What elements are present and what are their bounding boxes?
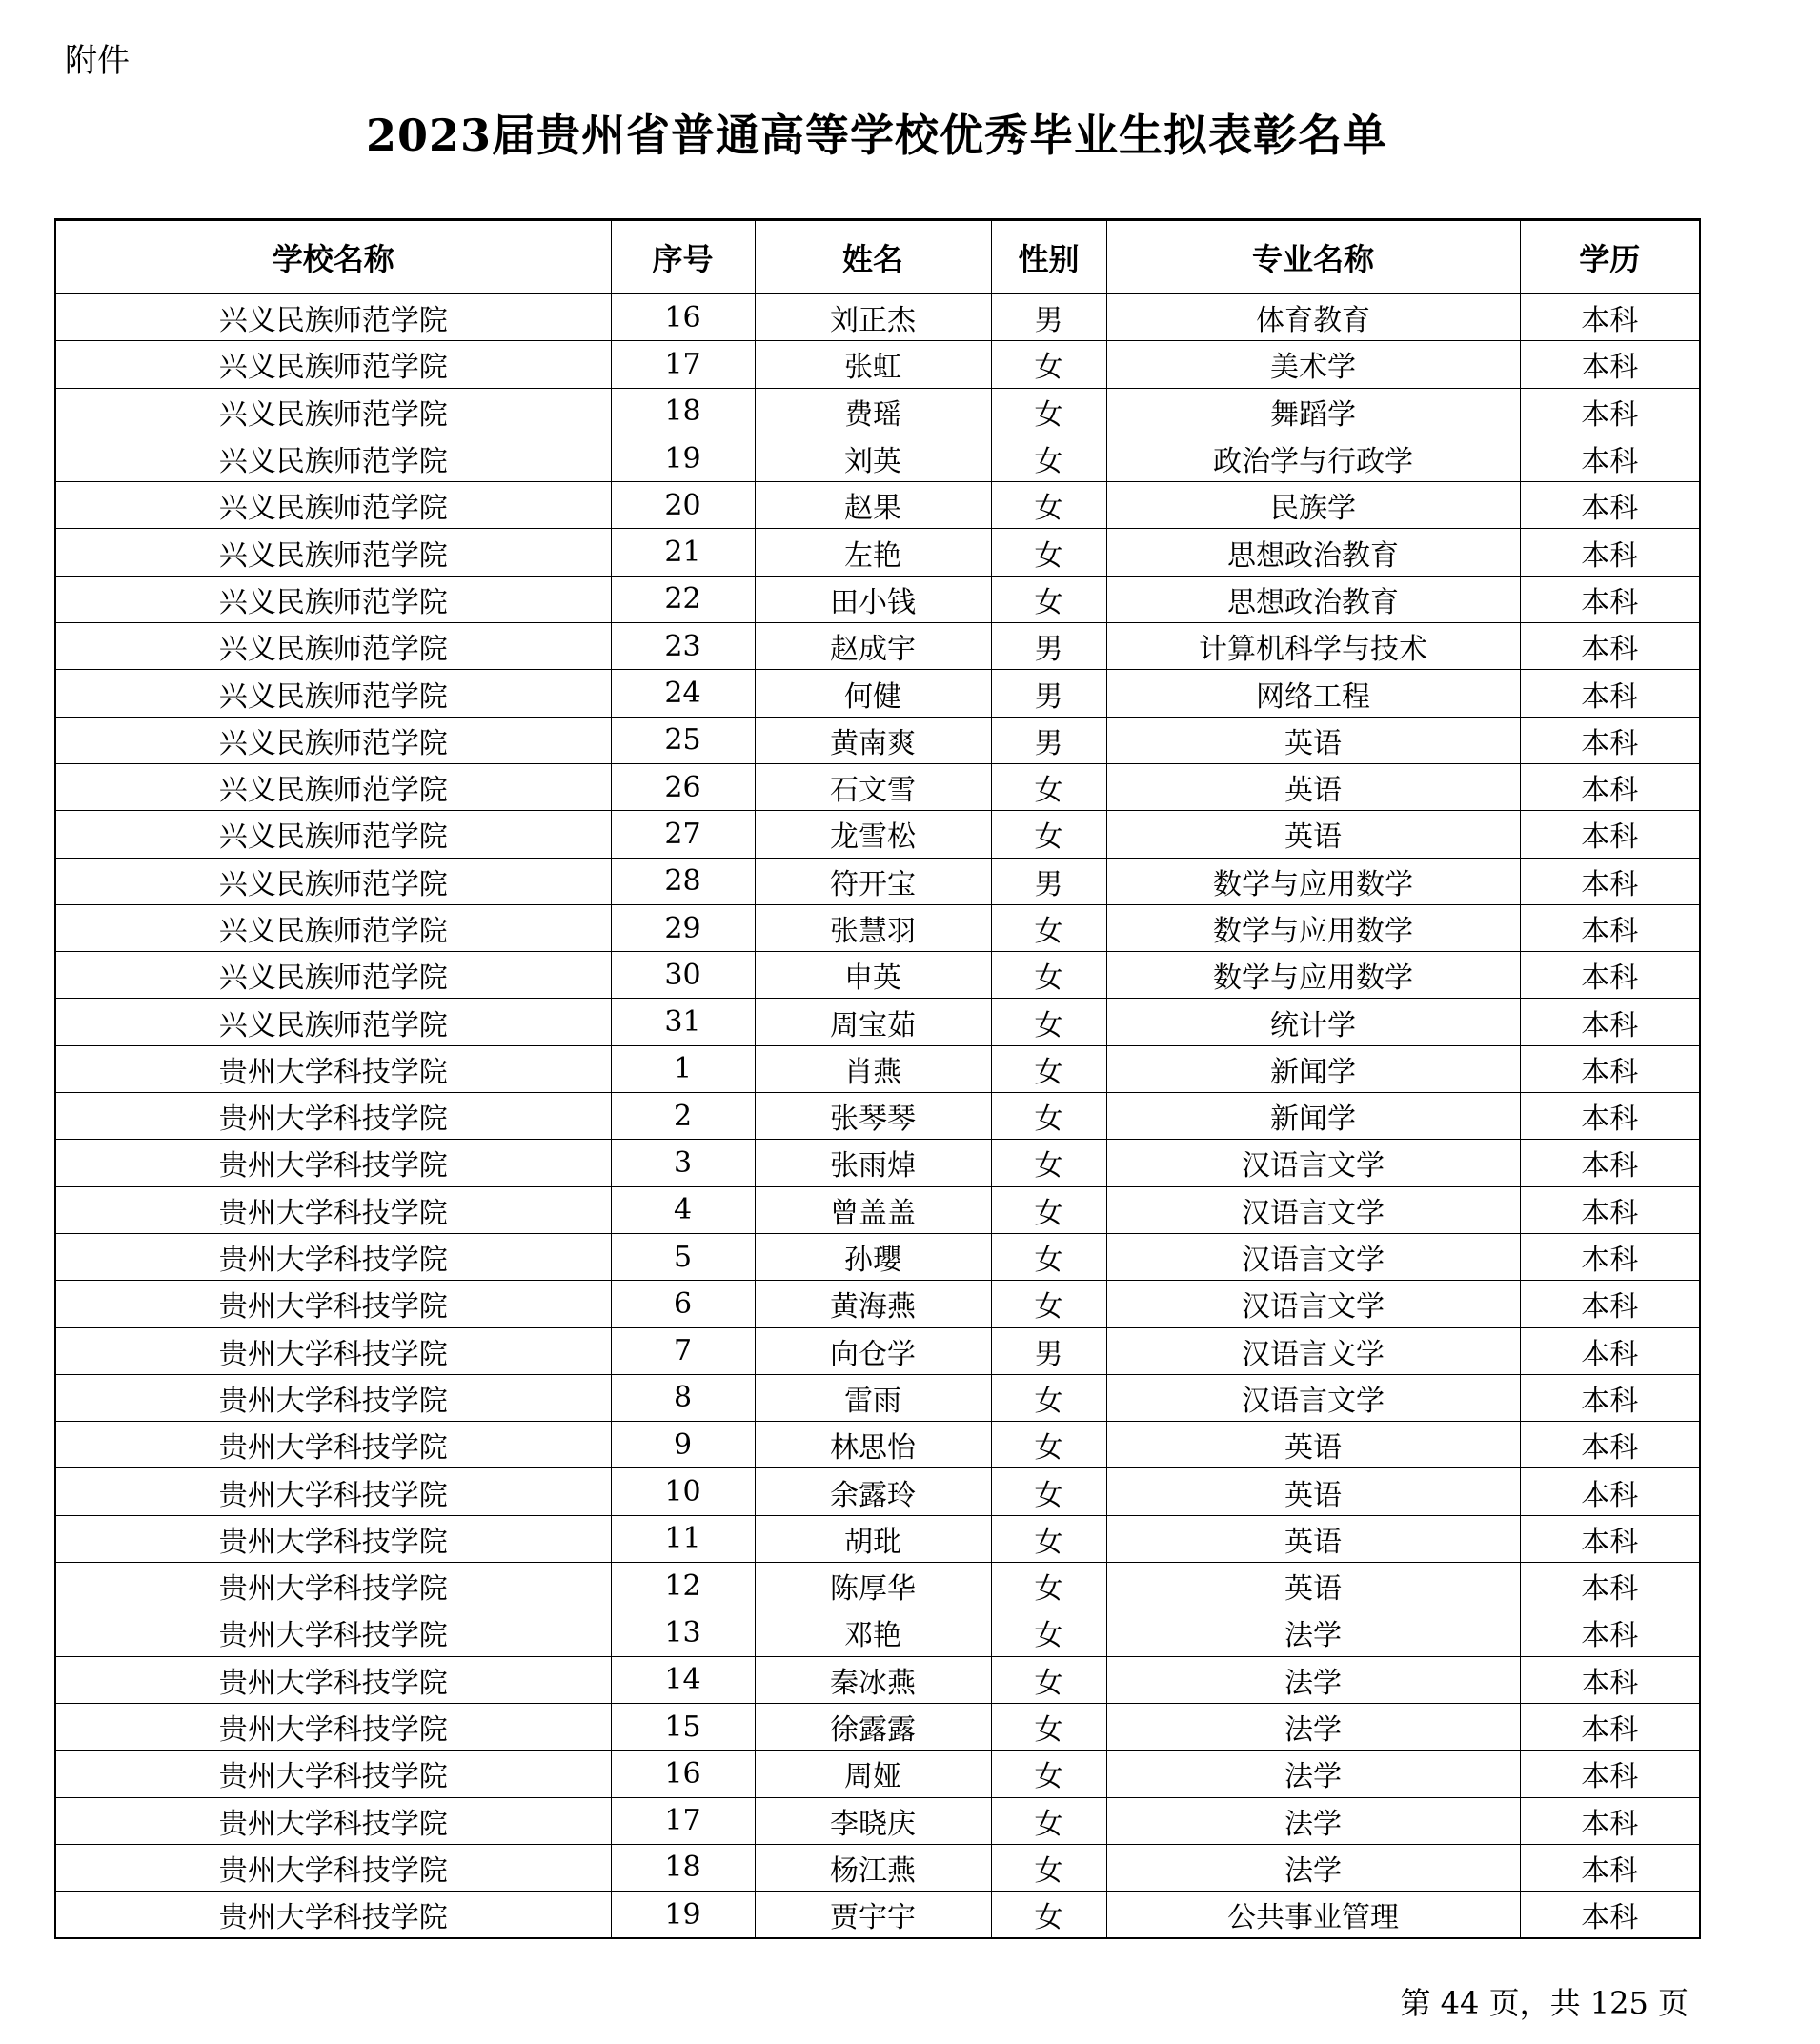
cell-school-name: 兴义民族师范学院 (55, 999, 611, 1045)
cell-school-name: 贵州大学科技学院 (55, 1327, 611, 1374)
cell-major-name: 法学 (1106, 1844, 1520, 1891)
cell-student-name: 周宝茹 (755, 999, 991, 1045)
cell-serial-number: 20 (611, 482, 755, 529)
cell-student-name: 周娅 (755, 1751, 991, 1797)
cell-gender: 女 (991, 1703, 1106, 1750)
cell-serial-number: 3 (611, 1140, 755, 1186)
table-row (55, 858, 1700, 904)
cell-school-name: 贵州大学科技学院 (55, 1892, 611, 1939)
cell-serial-number: 1 (611, 1045, 755, 1092)
cell-major-name: 英语 (1106, 811, 1520, 858)
cell-school-name: 贵州大学科技学院 (55, 1797, 611, 1844)
table-row (55, 1892, 1700, 1939)
table-row (55, 1844, 1700, 1891)
cell-school-name: 兴义民族师范学院 (55, 763, 611, 810)
table-row (55, 1656, 1700, 1703)
cell-degree: 本科 (1520, 1093, 1700, 1140)
cell-gender: 女 (991, 1844, 1106, 1891)
cell-degree: 本科 (1520, 435, 1700, 481)
cell-major-name: 法学 (1106, 1797, 1520, 1844)
cell-major-name: 政治学与行政学 (1106, 435, 1520, 481)
cell-major-name: 英语 (1106, 763, 1520, 810)
cell-degree: 本科 (1520, 1327, 1700, 1374)
cell-school-name: 贵州大学科技学院 (55, 1656, 611, 1703)
cell-major-name: 英语 (1106, 1563, 1520, 1609)
cell-serial-number: 24 (611, 670, 755, 717)
cell-school-name: 贵州大学科技学院 (55, 1515, 611, 1562)
cell-serial-number: 18 (611, 388, 755, 435)
cell-school-name: 贵州大学科技学院 (55, 1609, 611, 1656)
table-row (55, 1703, 1700, 1750)
honoree-table (54, 218, 1701, 1939)
cell-degree: 本科 (1520, 1656, 1700, 1703)
cell-student-name: 陈厚华 (755, 1563, 991, 1609)
cell-gender: 女 (991, 341, 1106, 388)
cell-school-name: 兴义民族师范学院 (55, 623, 611, 670)
cell-student-name: 左艳 (755, 529, 991, 576)
cell-gender: 女 (991, 1422, 1106, 1468)
table-row (55, 1327, 1700, 1374)
cell-student-name: 孙瓔 (755, 1233, 991, 1280)
cell-school-name: 兴义民族师范学院 (55, 293, 611, 341)
cell-serial-number: 27 (611, 811, 755, 858)
cell-student-name: 肖燕 (755, 1045, 991, 1092)
cell-student-name: 邓艳 (755, 1609, 991, 1656)
cell-gender: 女 (991, 1656, 1106, 1703)
cell-major-name: 统计学 (1106, 999, 1520, 1045)
cell-major-name: 网络工程 (1106, 670, 1520, 717)
table-body (55, 293, 1700, 1938)
cell-gender: 女 (991, 1374, 1106, 1421)
cell-gender: 女 (991, 1468, 1106, 1515)
cell-student-name: 杨江燕 (755, 1844, 991, 1891)
cell-major-name: 计算机科学与技术 (1106, 623, 1520, 670)
table-row (55, 670, 1700, 717)
cell-student-name: 费瑶 (755, 388, 991, 435)
cell-serial-number: 6 (611, 1281, 755, 1327)
cell-major-name: 汉语言文学 (1106, 1374, 1520, 1421)
column-header-serial-number: 序号 (611, 220, 755, 294)
table-row (55, 1751, 1700, 1797)
cell-major-name: 民族学 (1106, 482, 1520, 529)
cell-student-name: 徐露露 (755, 1703, 991, 1750)
cell-major-name: 汉语言文学 (1106, 1327, 1520, 1374)
cell-gender: 女 (991, 1797, 1106, 1844)
cell-serial-number: 31 (611, 999, 755, 1045)
cell-major-name: 思想政治教育 (1106, 576, 1520, 622)
cell-major-name: 英语 (1106, 717, 1520, 763)
cell-major-name: 英语 (1106, 1468, 1520, 1515)
cell-serial-number: 17 (611, 341, 755, 388)
cell-student-name: 雷雨 (755, 1374, 991, 1421)
cell-degree: 本科 (1520, 1515, 1700, 1562)
cell-school-name: 兴义民族师范学院 (55, 576, 611, 622)
cell-student-name: 何健 (755, 670, 991, 717)
cell-serial-number: 18 (611, 1844, 755, 1891)
cell-degree: 本科 (1520, 576, 1700, 622)
table-row (55, 1468, 1700, 1515)
cell-gender: 女 (991, 435, 1106, 481)
cell-degree: 本科 (1520, 1892, 1700, 1939)
table-row (55, 1797, 1700, 1844)
cell-major-name: 法学 (1106, 1751, 1520, 1797)
cell-serial-number: 4 (611, 1186, 755, 1233)
cell-gender: 女 (991, 529, 1106, 576)
cell-school-name: 贵州大学科技学院 (55, 1281, 611, 1327)
cell-gender: 女 (991, 1093, 1106, 1140)
cell-serial-number: 16 (611, 293, 755, 341)
cell-degree: 本科 (1520, 670, 1700, 717)
cell-student-name: 张雨焯 (755, 1140, 991, 1186)
table-row (55, 1140, 1700, 1186)
cell-major-name: 体育教育 (1106, 293, 1520, 341)
cell-gender: 女 (991, 1609, 1106, 1656)
cell-school-name: 贵州大学科技学院 (55, 1186, 611, 1233)
cell-major-name: 数学与应用数学 (1106, 904, 1520, 951)
cell-student-name: 曾盖盖 (755, 1186, 991, 1233)
table-row (55, 1374, 1700, 1421)
cell-serial-number: 16 (611, 1751, 755, 1797)
cell-student-name: 刘英 (755, 435, 991, 481)
table-row (55, 576, 1700, 622)
cell-gender: 女 (991, 999, 1106, 1045)
cell-school-name: 贵州大学科技学院 (55, 1045, 611, 1092)
table-row (55, 1045, 1700, 1092)
cell-gender: 男 (991, 858, 1106, 904)
cell-school-name: 兴义民族师范学院 (55, 811, 611, 858)
cell-serial-number: 19 (611, 435, 755, 481)
cell-student-name: 胡玭 (755, 1515, 991, 1562)
cell-serial-number: 29 (611, 904, 755, 951)
cell-degree: 本科 (1520, 1140, 1700, 1186)
table-row (55, 1093, 1700, 1140)
cell-serial-number: 11 (611, 1515, 755, 1562)
cell-gender: 女 (991, 952, 1106, 999)
table-row (55, 763, 1700, 810)
table-row (55, 388, 1700, 435)
document-title: 2023届贵州省普通高等学校优秀毕业生拟表彰名单 (365, 110, 1388, 161)
cell-gender: 女 (991, 388, 1106, 435)
cell-degree: 本科 (1520, 388, 1700, 435)
cell-degree: 本科 (1520, 1797, 1700, 1844)
cell-gender: 男 (991, 623, 1106, 670)
table-row (55, 623, 1700, 670)
cell-gender: 女 (991, 1515, 1106, 1562)
cell-school-name: 兴义民族师范学院 (55, 388, 611, 435)
table-row (55, 435, 1700, 481)
column-header-degree: 学历 (1520, 220, 1700, 294)
cell-gender: 男 (991, 293, 1106, 341)
cell-major-name: 数学与应用数学 (1106, 952, 1520, 999)
cell-degree: 本科 (1520, 1233, 1700, 1280)
cell-degree: 本科 (1520, 717, 1700, 763)
cell-major-name: 新闻学 (1106, 1045, 1520, 1092)
cell-student-name: 龙雪松 (755, 811, 991, 858)
table-row (55, 293, 1700, 341)
table-row (55, 904, 1700, 951)
cell-gender: 女 (991, 1045, 1106, 1092)
cell-school-name: 贵州大学科技学院 (55, 1422, 611, 1468)
table-header-row (55, 220, 1700, 294)
cell-gender: 女 (991, 1281, 1106, 1327)
cell-major-name: 舞蹈学 (1106, 388, 1520, 435)
cell-degree: 本科 (1520, 1422, 1700, 1468)
table-row (55, 1233, 1700, 1280)
cell-school-name: 兴义民族师范学院 (55, 670, 611, 717)
cell-degree: 本科 (1520, 999, 1700, 1045)
cell-school-name: 兴义民族师范学院 (55, 482, 611, 529)
column-header-student-name: 姓名 (755, 220, 991, 294)
cell-school-name: 贵州大学科技学院 (55, 1140, 611, 1186)
cell-serial-number: 2 (611, 1093, 755, 1140)
table-row (55, 1186, 1700, 1233)
cell-degree: 本科 (1520, 763, 1700, 810)
cell-student-name: 石文雪 (755, 763, 991, 810)
cell-school-name: 贵州大学科技学院 (55, 1751, 611, 1797)
cell-gender: 男 (991, 717, 1106, 763)
cell-major-name: 新闻学 (1106, 1093, 1520, 1140)
table-row (55, 1563, 1700, 1609)
cell-degree: 本科 (1520, 1374, 1700, 1421)
cell-gender: 女 (991, 1233, 1106, 1280)
cell-serial-number: 25 (611, 717, 755, 763)
table-row (55, 341, 1700, 388)
cell-student-name: 张慧羽 (755, 904, 991, 951)
cell-gender: 女 (991, 1751, 1106, 1797)
cell-serial-number: 22 (611, 576, 755, 622)
cell-serial-number: 7 (611, 1327, 755, 1374)
column-header-school-name: 学校名称 (55, 220, 611, 294)
cell-serial-number: 23 (611, 623, 755, 670)
page-number: 第 44 页，共 125 页 (1400, 1985, 1689, 2021)
cell-gender: 女 (991, 763, 1106, 810)
cell-student-name: 黄海燕 (755, 1281, 991, 1327)
cell-serial-number: 13 (611, 1609, 755, 1656)
cell-degree: 本科 (1520, 482, 1700, 529)
table-row (55, 952, 1700, 999)
cell-degree: 本科 (1520, 1045, 1700, 1092)
cell-serial-number: 12 (611, 1563, 755, 1609)
column-header-major-name: 专业名称 (1106, 220, 1520, 294)
cell-degree: 本科 (1520, 529, 1700, 576)
cell-gender: 女 (991, 1186, 1106, 1233)
cell-school-name: 兴义民族师范学院 (55, 341, 611, 388)
cell-major-name: 汉语言文学 (1106, 1233, 1520, 1280)
cell-school-name: 兴义民族师范学院 (55, 435, 611, 481)
cell-degree: 本科 (1520, 293, 1700, 341)
cell-student-name: 张虹 (755, 341, 991, 388)
cell-serial-number: 14 (611, 1656, 755, 1703)
cell-degree: 本科 (1520, 811, 1700, 858)
cell-degree: 本科 (1520, 1563, 1700, 1609)
cell-student-name: 黄南爽 (755, 717, 991, 763)
cell-student-name: 赵成宇 (755, 623, 991, 670)
table-row (55, 1422, 1700, 1468)
table-row (55, 1281, 1700, 1327)
cell-serial-number: 28 (611, 858, 755, 904)
table-row (55, 717, 1700, 763)
cell-gender: 女 (991, 1563, 1106, 1609)
cell-student-name: 申英 (755, 952, 991, 999)
table-row (55, 999, 1700, 1045)
cell-major-name: 法学 (1106, 1703, 1520, 1750)
cell-serial-number: 9 (611, 1422, 755, 1468)
cell-student-name: 余露玲 (755, 1468, 991, 1515)
cell-school-name: 兴义民族师范学院 (55, 529, 611, 576)
cell-student-name: 符开宝 (755, 858, 991, 904)
cell-student-name: 赵果 (755, 482, 991, 529)
cell-degree: 本科 (1520, 1751, 1700, 1797)
cell-serial-number: 26 (611, 763, 755, 810)
cell-school-name: 兴义民族师范学院 (55, 717, 611, 763)
cell-gender: 男 (991, 1327, 1106, 1374)
cell-major-name: 汉语言文学 (1106, 1140, 1520, 1186)
cell-gender: 女 (991, 904, 1106, 951)
cell-student-name: 田小钱 (755, 576, 991, 622)
cell-major-name: 美术学 (1106, 341, 1520, 388)
cell-school-name: 兴义民族师范学院 (55, 904, 611, 951)
cell-school-name: 兴义民族师范学院 (55, 858, 611, 904)
cell-major-name: 数学与应用数学 (1106, 858, 1520, 904)
cell-school-name: 贵州大学科技学院 (55, 1468, 611, 1515)
cell-degree: 本科 (1520, 1609, 1700, 1656)
cell-serial-number: 19 (611, 1892, 755, 1939)
cell-major-name: 法学 (1106, 1656, 1520, 1703)
cell-degree: 本科 (1520, 858, 1700, 904)
cell-serial-number: 8 (611, 1374, 755, 1421)
table-row (55, 1515, 1700, 1562)
cell-serial-number: 30 (611, 952, 755, 999)
cell-major-name: 汉语言文学 (1106, 1186, 1520, 1233)
cell-school-name: 贵州大学科技学院 (55, 1374, 611, 1421)
attachment-label: 附件 (65, 42, 130, 80)
cell-degree: 本科 (1520, 341, 1700, 388)
cell-degree: 本科 (1520, 904, 1700, 951)
cell-student-name: 向仓学 (755, 1327, 991, 1374)
cell-school-name: 贵州大学科技学院 (55, 1563, 611, 1609)
cell-major-name: 英语 (1106, 1515, 1520, 1562)
cell-student-name: 张琴琴 (755, 1093, 991, 1140)
table-row (55, 811, 1700, 858)
cell-major-name: 英语 (1106, 1422, 1520, 1468)
cell-school-name: 贵州大学科技学院 (55, 1233, 611, 1280)
cell-school-name: 贵州大学科技学院 (55, 1703, 611, 1750)
table-row (55, 482, 1700, 529)
table-row (55, 529, 1700, 576)
cell-degree: 本科 (1520, 1468, 1700, 1515)
cell-serial-number: 5 (611, 1233, 755, 1280)
cell-major-name: 法学 (1106, 1609, 1520, 1656)
cell-gender: 女 (991, 482, 1106, 529)
cell-student-name: 林思怡 (755, 1422, 991, 1468)
cell-student-name: 李晓庆 (755, 1797, 991, 1844)
cell-major-name: 思想政治教育 (1106, 529, 1520, 576)
cell-major-name: 公共事业管理 (1106, 1892, 1520, 1939)
cell-school-name: 贵州大学科技学院 (55, 1093, 611, 1140)
cell-gender: 女 (991, 811, 1106, 858)
cell-serial-number: 17 (611, 1797, 755, 1844)
cell-degree: 本科 (1520, 1281, 1700, 1327)
cell-major-name: 汉语言文学 (1106, 1281, 1520, 1327)
cell-degree: 本科 (1520, 952, 1700, 999)
cell-serial-number: 15 (611, 1703, 755, 1750)
cell-student-name: 贾宇宇 (755, 1892, 991, 1939)
column-header-gender: 性别 (991, 220, 1106, 294)
cell-school-name: 贵州大学科技学院 (55, 1844, 611, 1891)
cell-degree: 本科 (1520, 1703, 1700, 1750)
cell-gender: 女 (991, 1892, 1106, 1939)
cell-degree: 本科 (1520, 623, 1700, 670)
cell-gender: 女 (991, 576, 1106, 622)
cell-serial-number: 10 (611, 1468, 755, 1515)
cell-gender: 男 (991, 670, 1106, 717)
cell-student-name: 刘正杰 (755, 293, 991, 341)
cell-degree: 本科 (1520, 1844, 1700, 1891)
cell-gender: 女 (991, 1140, 1106, 1186)
cell-degree: 本科 (1520, 1186, 1700, 1233)
cell-student-name: 秦冰燕 (755, 1656, 991, 1703)
cell-school-name: 兴义民族师范学院 (55, 952, 611, 999)
table-row (55, 1609, 1700, 1656)
cell-serial-number: 21 (611, 529, 755, 576)
